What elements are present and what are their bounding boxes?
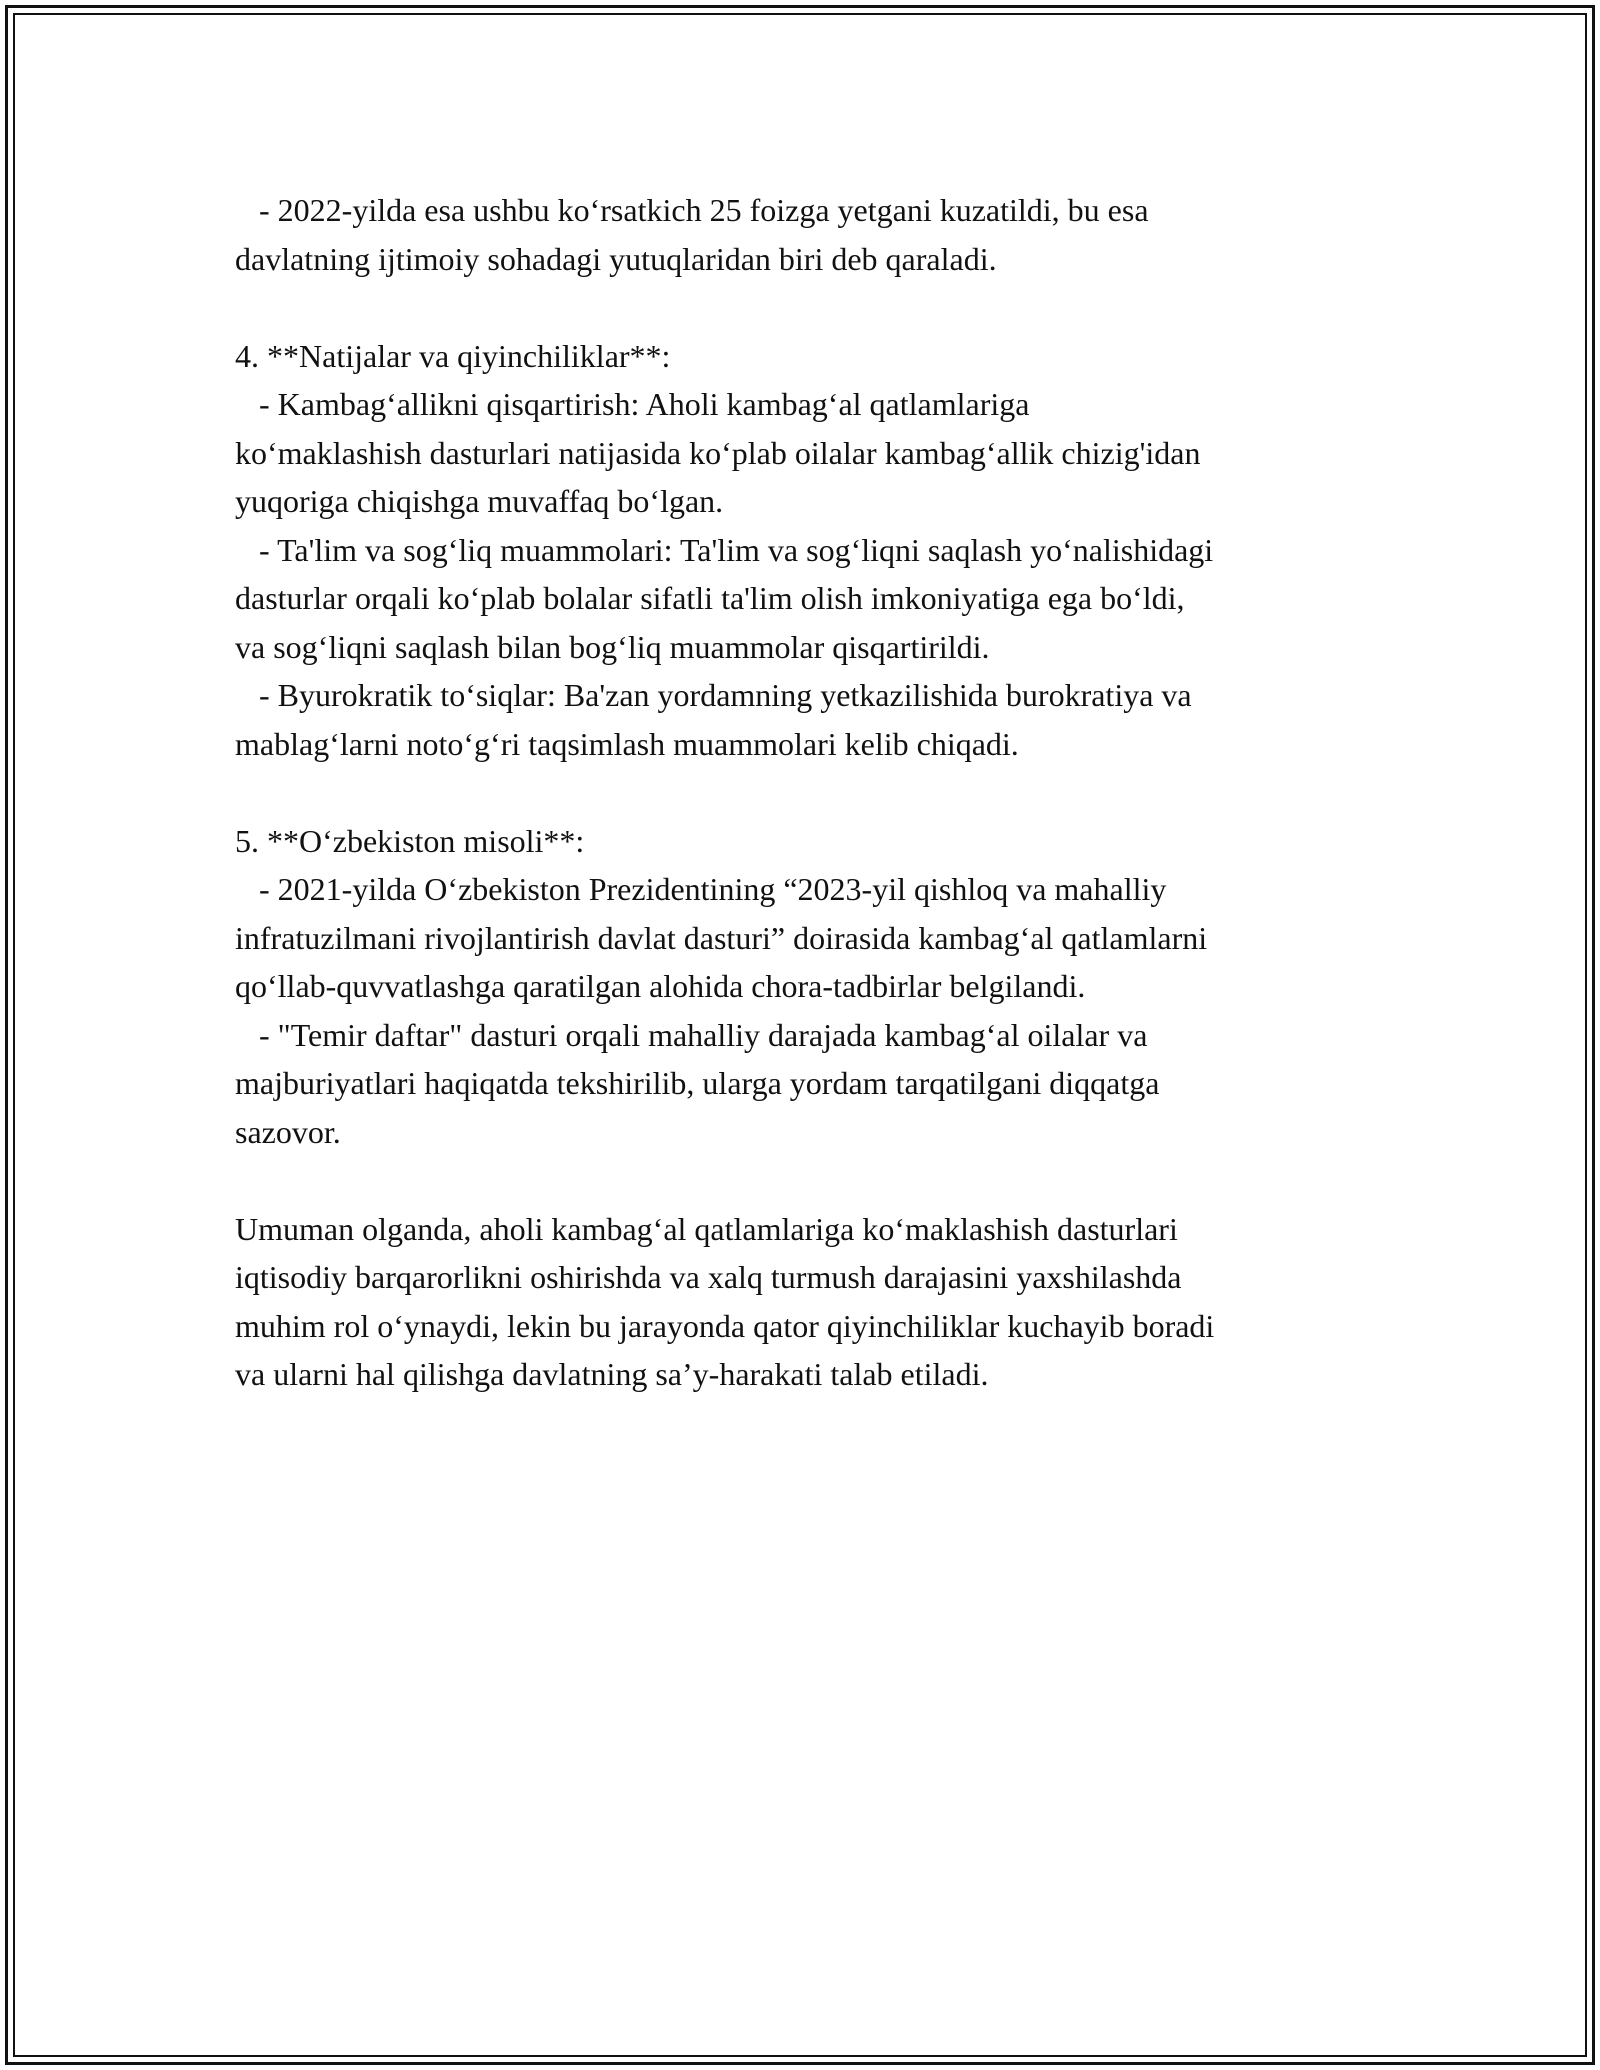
text-line: iqtisodiy barqarorlikni oshirishda va xalq turmush darajasini yaxshilashda [235,1259,1182,1295]
bullet-item [235,380,1395,526]
text-line: infratuzilmani rivojlantirish davlat dasturi” doirasida kambagʻal qatlamlarni [235,919,1208,956]
text-line: va ularni hal qilishga davlatning sa’y-harakati talab etiladi. [235,1356,989,1392]
document-body [235,186,1395,1399]
text-line: va sogʻliqni saqlash bilan bogʻliq muammolar qisqartirildi. [235,628,990,665]
text-line: davlatning ijtimoiy sohadagi yutuqlaridan biri deb qaraladi. [235,240,997,277]
text-line: majburiyatlari haqiqatda tekshirilib, ularga yordam tarqatilgani diqqatga [235,1065,1160,1101]
text-line: - Ta'lim va sogʻliq muammolari: Ta'lim va sogʻliqni saqlash yoʻnalishidagi [235,531,1214,568]
text-line: - 2021-yilda Oʻzbekiston Prezidentining “2023-yil qishloq va mahalliy [235,871,1167,907]
paragraph-gap [235,768,1395,817]
text-line: - "Temir daftar" dasturi orqali mahalliy darajada kambagʻal oilalar va [235,1016,1148,1053]
text-line: dasturlar orqali koʻplab bolalar sifatli ta'lim olish imkoniyatiga ega boʻldi, [235,580,1185,616]
section-heading: 4. **Natijalar va qiyinchiliklar**: [235,337,671,374]
section-5 [235,817,1395,1157]
intro-bullet [235,186,1395,283]
bullet-item [235,671,1395,768]
text-line: yuqoriga chiqishga muvaffaq boʻlgan. [235,483,724,519]
text-line: Umuman olganda, aholi kambagʻal qatlamlariga koʻmaklashish dasturlari [235,1210,1178,1247]
text-line: - 2022-yilda esa ushbu koʻrsatkich 25 foizga yetgani kuzatildi, bu esa [235,192,1149,228]
bullet-item [235,865,1395,1011]
paragraph-gap [235,283,1395,332]
text-line: koʻmaklashish dasturlari natijasida koʻplab oilalar kambagʻallik chizig'idan [235,434,1201,471]
text-line: - Kambagʻallikni qisqartirish: Aholi kambagʻal qatlamlariga [235,386,1030,422]
text-line: - Byurokratik toʻsiqlar: Ba'zan yordamning yetkazilishida burokratiya va [235,677,1192,713]
paragraph-gap [235,1156,1395,1205]
text-line: qoʻllab-quvvatlashga qaratilgan alohida chora-tadbirlar belgilandi. [235,968,1086,1004]
bullet-item [235,1011,1395,1157]
section-heading: 5. **Oʻzbekiston misoli**: [235,822,585,859]
text-line: mablagʻlarni notoʻgʻri taqsimlash muammolari kelib chiqadi. [235,725,1019,762]
section-4 [235,332,1395,769]
conclusion-paragraph [235,1205,1395,1399]
text-line: muhim rol oʻynaydi, lekin bu jarayonda qator qiyinchiliklar kuchayib boradi [235,1307,1215,1344]
text-line: sazovor. [235,1113,341,1150]
bullet-item [235,526,1395,672]
